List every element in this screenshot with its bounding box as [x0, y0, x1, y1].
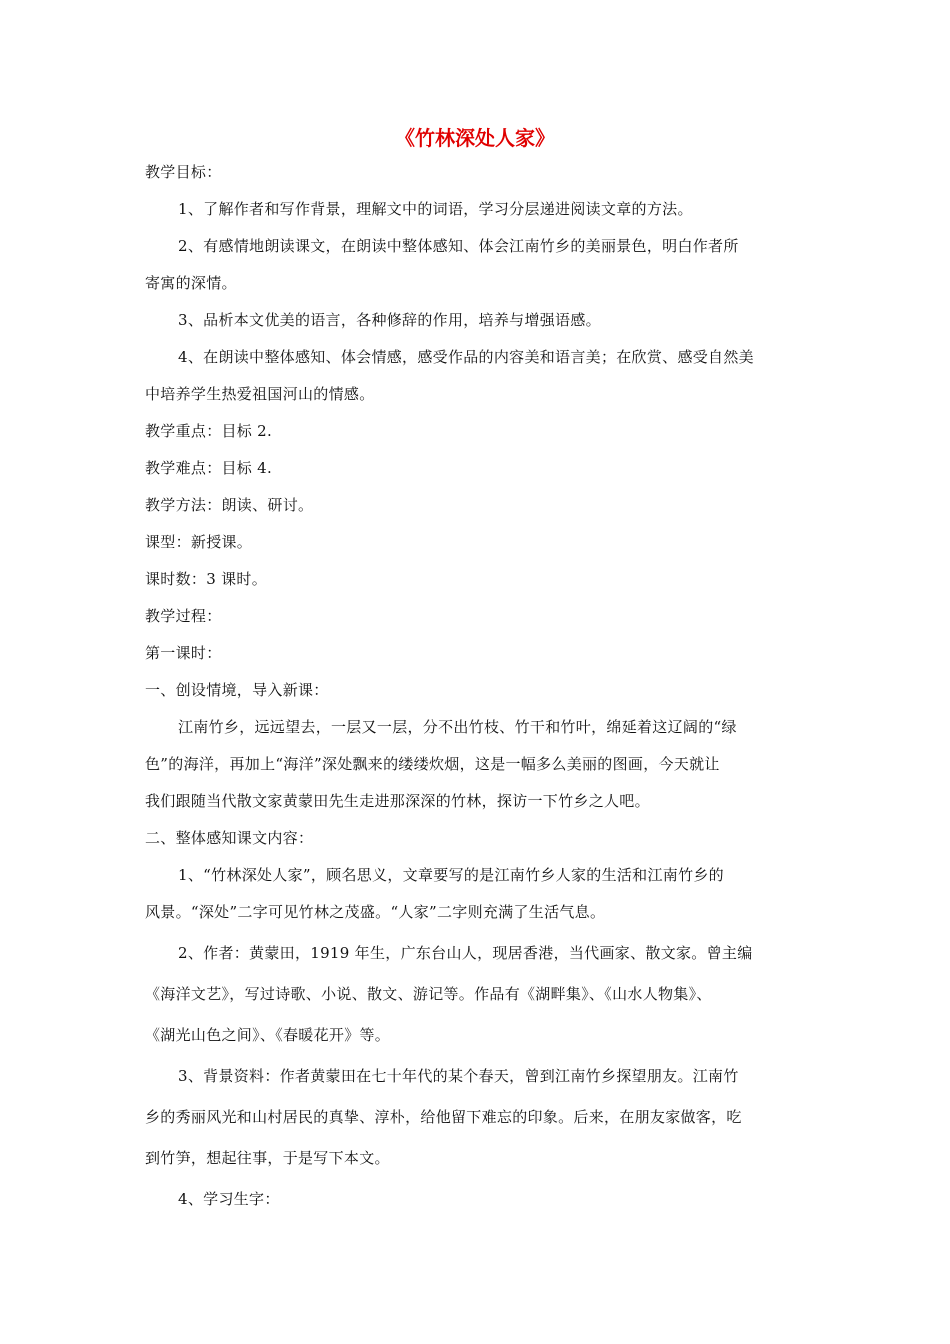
section-1-heading: 一、创设情境，导入新课：	[145, 681, 329, 699]
difficult-point: 教学难点：目标 4.	[145, 459, 273, 477]
document-title: 《竹林深处人家》	[395, 126, 555, 150]
intro-paragraph-line-3: 我们跟随当代散文家黄蒙田先生走进那深深的竹林，探访一下竹乡之人吧。	[145, 792, 650, 810]
lesson-type: 课型：新授课。	[145, 533, 253, 551]
item-3-line-1: 3、背景资料：作者黄蒙田在七十年代的某个春天，曾到江南竹乡探望朋友。江南竹	[178, 1067, 739, 1085]
teaching-method: 教学方法：朗读、研讨。	[145, 496, 314, 514]
goal-2-continued: 寄寓的深情。	[145, 274, 237, 292]
goal-3: 3、品析本文优美的语言，各种修辞的作用，培养与增强语感。	[178, 311, 601, 329]
goal-4-continued: 中培养学生热爱祖国河山的情感。	[145, 385, 375, 403]
item-1-line-1: 1、“竹林深处人家”，顾名思义，文章要写的是江南竹乡人家的生活和江南竹乡的	[178, 866, 724, 884]
key-point: 教学重点：目标 2.	[145, 422, 273, 440]
lesson-count: 课时数：3 课时。	[145, 570, 268, 588]
item-4-line-1: 4、学习生字：	[178, 1190, 280, 1208]
heading-first-lesson: 第一课时：	[145, 644, 222, 662]
item-3-line-3: 到竹笋，想起往事，于是写下本文。	[145, 1149, 390, 1167]
item-1-line-2: 风景。“深处”二字可见竹林之茂盛。“人家”二字则充满了生活气息。	[145, 903, 606, 921]
heading-teaching-goals: 教学目标：	[145, 163, 222, 181]
goal-4: 4、在朗读中整体感知、体会情感，感受作品的内容美和语言美；在欣赏、感受自然美	[178, 348, 754, 366]
heading-teaching-process: 教学过程：	[145, 607, 222, 625]
goal-2: 2、有感情地朗读课文，在朗读中整体感知、体会江南竹乡的美丽景色，明白作者所	[178, 237, 739, 255]
item-2-line-3: 《湖光山色之间》、《春暖花开》等。	[145, 1026, 391, 1044]
goal-1: 1、了解作者和写作背景，理解文中的词语，学习分层递进阅读文章的方法。	[178, 200, 693, 218]
section-2-heading: 二、整体感知课文内容：	[145, 829, 314, 847]
intro-paragraph-line-1: 江南竹乡，远远望去，一层又一层，分不出竹枝、竹干和竹叶，绵延着这辽阔的“绿	[178, 718, 737, 736]
item-3-line-2: 乡的秀丽风光和山村居民的真挚、淳朴，给他留下难忘的印象。后来，在朋友家做客，吃	[145, 1108, 742, 1126]
item-2-line-1: 2、作者：黄蒙田，1919 年生，广东台山人，现居香港，当代画家、散文家。曾主编	[178, 944, 753, 962]
item-2-line-2: 《海洋文艺》，写过诗歌、小说、散文、游记等。作品有《湖畔集》、《山水人物集》、	[145, 985, 712, 1003]
intro-paragraph-line-2: 色”的海洋，再加上“海洋”深处飘来的缕缕炊烟，这是一幅多么美丽的图画，今天就让	[145, 755, 720, 773]
